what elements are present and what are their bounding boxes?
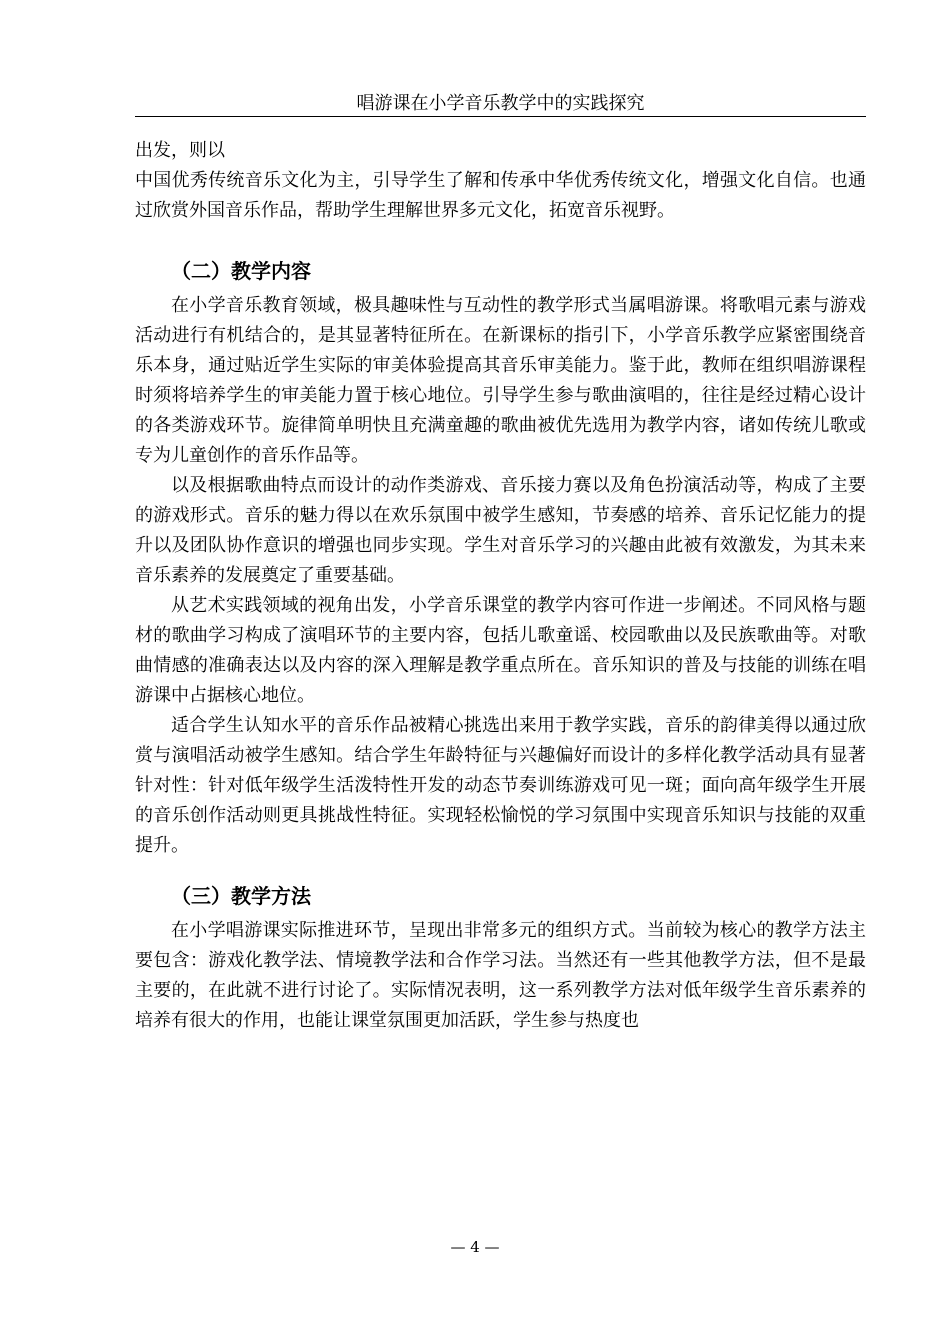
section-heading-teaching-content: （二）教学内容 (171, 259, 311, 283)
body-paragraph: 从艺术实践领域的视角出发，小学音乐课堂的教学内容可作进一步阐述。不同风格与题材的歌曲学习构成了演唱环节的主要内容，包括儿歌童谣、校园歌曲以及民族歌曲等。对歌曲情感的准确表达以及内容的深入理解是教学重点所在。音乐知识的普及与技能的训练在唱游课中占据核心地位。 (135, 595, 866, 706)
body-paragraph: 在小学音乐教育领域，极具趣味性与互动性的教学形式当属唱游课。将歌唱元素与游戏活动进行有机结合的，是其显著特征所在。在新课标的指引下，小学音乐教学应紧密围绕音乐本身，通过贴近学生实际的审美体验提高其音乐审美能力。鉴于此，教师在组织唱游课程时须将培养学生的审美能力置于核心地位。引导学生参与歌曲演唱的，往往是经过精心设计的各类游戏环节。旋律简单明快且充满童趣的歌曲被优先选用为教学内容，诸如传统儿歌或专为儿童创作的音乐作品等。 (135, 295, 866, 466)
intro-paragraph: 中国优秀传统音乐文化为主，引导学生了解和传承中华优秀传统文化，增强文化自信。也通过欣赏外国音乐作品，帮助学生理解世界多元文化，拓宽音乐视野。 (135, 170, 866, 221)
body-paragraph: 在小学唱游课实际推进环节，呈现出非常多元的组织方式。当前较为核心的教学方法主要包含：游戏化教学法、情境教学法和合作学习法。当然还有一些其他教学方法，但不是最主要的，在此就不进行讨论了。实际情况表明，这一系列教学方法对低年级学生音乐素养的培养有很大的作用，也能让课堂氛围更加活跃，学生参与热度也 (135, 920, 866, 1031)
section-heading-teaching-methods: （三）教学方法 (171, 884, 311, 908)
body-paragraph: 以及根据歌曲特点而设计的动作类游戏、音乐接力赛以及角色扮演活动等，构成了主要的游戏形式。音乐的魅力得以在欢乐氛围中被学生感知，节奏感的培养、音乐记忆能力的提升以及团队协作意识的增强也同步实现。学生对音乐学习的兴趣由此被有效激发，为其未来音乐素养的发展奠定了重要基础。 (135, 475, 866, 586)
intro-line: 出发，则以 (135, 140, 225, 161)
document-body (135, 136, 866, 1036)
page-number: — 4 — (450, 1238, 500, 1256)
running-header-title: 唱游课在小学音乐教学中的实践探究 (356, 93, 645, 114)
body-paragraph: 适合学生认知水平的音乐作品被精心挑选出来用于教学实践，音乐的韵律美得以通过欣赏与演唱活动被学生感知。结合学生年龄特征与兴趣偏好而设计的多样化教学活动具有显著针对性：针对低年级学生活泼特性开发的动态节奏训练游戏可见一斑；面向高年级学生开展的音乐创作活动则更具挑战性特征。实现轻松愉悦的学习氛围中实现音乐知识与技能的双重提升。 (135, 715, 866, 856)
header-rule (135, 116, 866, 117)
